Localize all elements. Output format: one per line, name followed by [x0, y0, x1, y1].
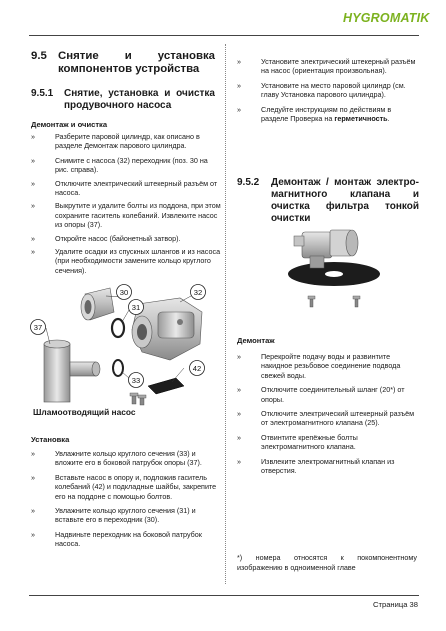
pump-exploded-figure	[30, 282, 220, 410]
list-item: » Надвиньте переходник на боковой патрубок насоса.	[31, 529, 202, 549]
o-ring-part	[113, 360, 123, 376]
section-9-5-heading	[31, 50, 215, 78]
valve-dismount-steps-list	[237, 352, 417, 475]
dismount-heading: Демонтаж и очистка	[31, 120, 108, 129]
adapter-part	[81, 288, 114, 320]
install-steps-list	[31, 449, 221, 549]
list-item: » Разберите паровой цилиндр, как описано в разделе Демонтаж парового цилиндра.	[31, 132, 200, 151]
list-item: » Увлажните кольцо круглого сечения (33) и вложите его в боковой патрубок опоры (37).	[31, 449, 202, 468]
header-rule	[29, 35, 419, 36]
list-item: » Увлажните кольцо круглого сечения (31) и вставьте его в переходник (30).	[31, 506, 196, 525]
section-9-5-2-heading	[237, 177, 419, 224]
bolt-parts	[130, 393, 146, 405]
section-number: 9.5.1	[31, 88, 54, 99]
list-item: » Вставьте насос в опору и, подложив гаситель колебаний (42) и подкладные шайбы, закрепите его на поддоне с помощью болтов.	[31, 472, 217, 501]
install-steps-continued-list	[237, 57, 417, 123]
page-number: Страница 38	[373, 600, 418, 609]
list-item: » Извлеките электромагнитный клапан из отверстия.	[237, 456, 395, 476]
footer-rule	[29, 595, 419, 596]
list-item: » Отключите соединительный шланг (20*) от опоры.	[237, 385, 405, 404]
dismount-heading-952: Демонтаж	[237, 336, 275, 345]
dismount-steps-list	[31, 132, 221, 275]
list-item: » Перекройте подачу воды и развинтите накидное резьбовое соединение подвода свежей воды.	[237, 352, 401, 380]
footnote: *) номера относятся к покомпонентному изображению в одноименной главе	[237, 553, 417, 572]
callout-31: 31	[131, 303, 141, 312]
install-heading: Установка	[31, 435, 70, 444]
list-item: » Отключите электрический штекерный разъём от насоса.	[31, 178, 218, 198]
bolt-parts	[308, 296, 360, 307]
list-item: » Удалите осадки из спускных шлангов и из насоса (при необходимости замените кольцо круглого сечения).	[31, 247, 221, 275]
list-item: » Следуйте инструкциям по действиям в разделе Проверка на герметичность.	[237, 104, 392, 124]
callout-33: 33	[131, 376, 141, 385]
list-item: » Откройте насос (байонетный затвор).	[31, 233, 181, 243]
callout-30: 30	[119, 288, 129, 297]
list-item: » Отключите электрический штекерный разъём от электромагнитного клапана (25).	[237, 409, 415, 428]
section-number: 9.5	[31, 50, 47, 62]
figure-caption: Шламоотводящий насос	[33, 407, 136, 417]
list-item: » Отвинтите крепёжные болты электромагнитного клапана.	[237, 432, 358, 452]
support-part	[44, 340, 100, 402]
callout-32: 32	[193, 288, 203, 297]
list-item: » Установите электрический штекерный разъём на насос (ориентация произвольная).	[237, 57, 416, 76]
list-item: » Установите на место паровой цилиндр (см. главу Установка парового цилиндра).	[237, 80, 406, 100]
section-title: Снятие, установка и очистка продувочного насоса	[64, 88, 215, 111]
solenoid-valve-figure	[280, 222, 390, 322]
damper-part	[148, 378, 184, 394]
callout-37: 37	[33, 323, 43, 332]
callout-42: 42	[192, 364, 202, 373]
column-separator	[225, 44, 226, 584]
list-item: » Снимите с насоса (32) переходник (поз. 30 на рис. справа).	[31, 155, 208, 175]
brand-logo: HYGROMATIK	[343, 11, 430, 25]
list-item: » Выкрутите и удалите болты из поддона, при этом сохраните гаситель колебаний. Извлеките насос из опоры (37).	[31, 201, 221, 230]
section-9-5-1-heading	[31, 88, 215, 114]
section-title: Демонтаж / монтаж электро-магнитного клапана и очистка фильтра тонкой очистки	[271, 177, 419, 224]
section-number: 9.5.2	[237, 177, 260, 188]
section-title: Снятие и установка компонентов устройства	[58, 50, 215, 75]
